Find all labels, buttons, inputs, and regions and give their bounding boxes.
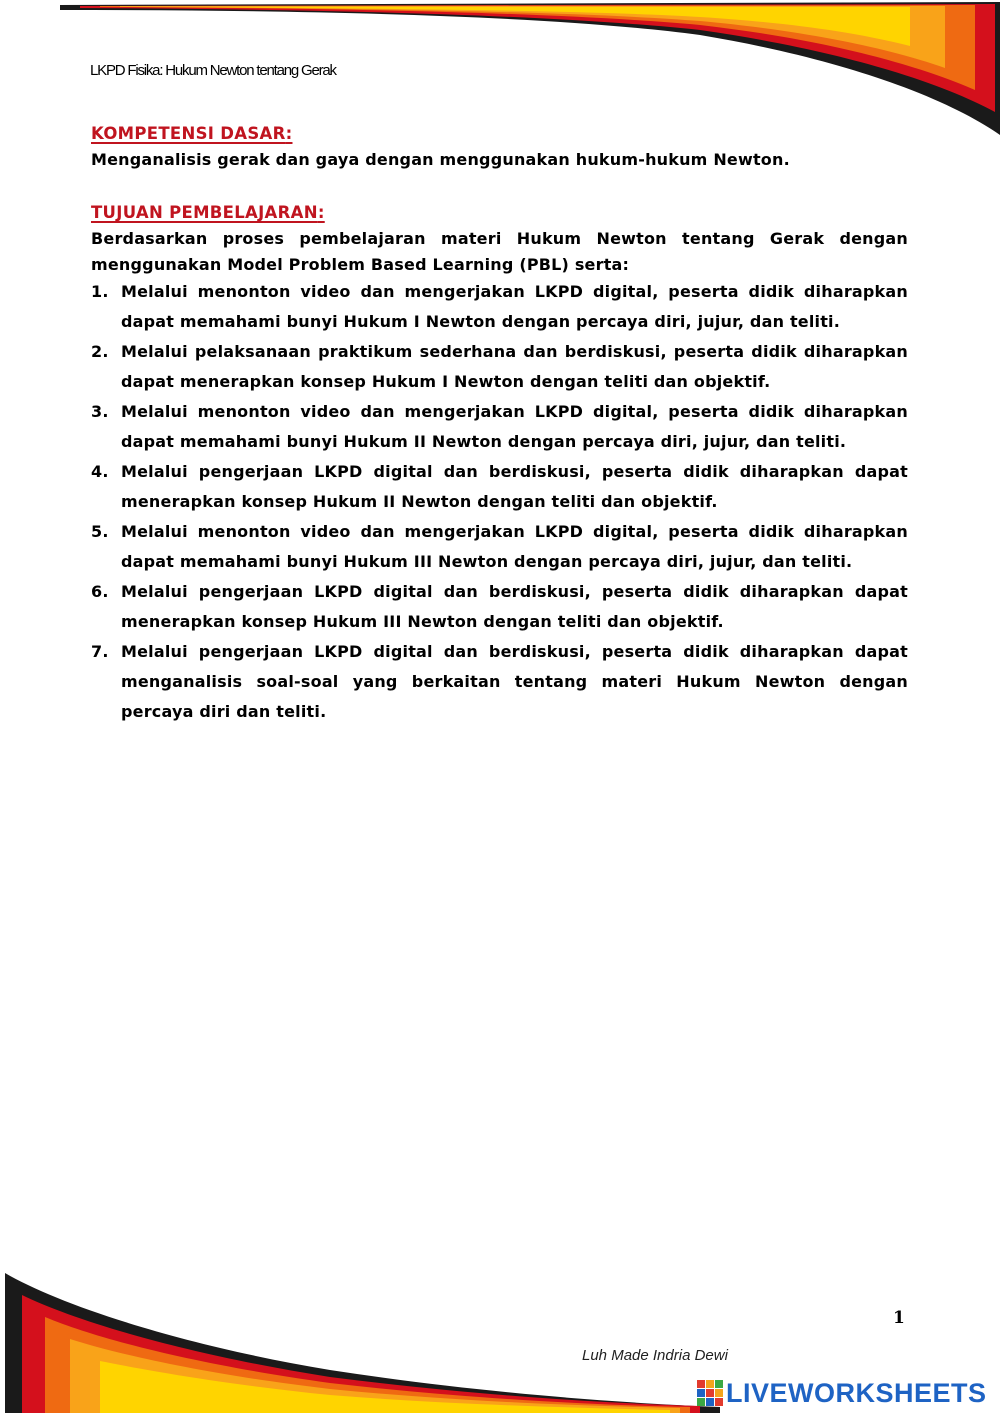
liveworksheets-logo-icon (697, 1380, 723, 1406)
objective-number: 1. (91, 282, 109, 301)
kompetensi-dasar-title: KOMPETENSI DASAR (91, 124, 286, 143)
tujuan-pembelajaran-colon: : (317, 203, 325, 222)
objectives-list (91, 277, 908, 727)
author-name: Luh Made Indria Dewi (582, 1347, 728, 1364)
tujuan-pembelajaran-title: TUJUAN PEMBELAJARAN (91, 203, 318, 222)
objective-item (91, 457, 908, 517)
tujuan-intro-text: Berdasarkan proses pembelajaran materi Hukum Newton tentang Gerak dengan menggunakan Model Problem Based Learning (PBL) serta: (91, 229, 908, 274)
objective-number: 5. (91, 522, 109, 541)
objective-text: Melalui pelaksanaan praktikum sederhana dan berdiskusi, peserta didik diharapkan dapat menerapkan konsep Hukum I Newton dengan teliti dan objektif. (121, 342, 908, 391)
objective-item (91, 577, 908, 637)
kompetensi-dasar-text: Menganalisis gerak dan gaya dengan menggunakan hukum-hukum Newton. (91, 150, 790, 169)
objective-item (91, 637, 908, 727)
page-number: 1 (893, 1308, 905, 1328)
document-header: LKPD Fisika: Hukum Newton tentang Gerak (90, 62, 336, 79)
objective-text: Melalui menonton video dan mengerjakan LKPD digital, peserta didik diharapkan dapat memahami bunyi Hukum II Newton dengan percaya diri, jujur, dan teliti. (121, 402, 908, 451)
objective-number: 3. (91, 402, 109, 421)
objective-item (91, 337, 908, 397)
liveworksheets-wordmark: LIVEWORKSHEETS (726, 1377, 987, 1408)
objective-text: Melalui pengerjaan LKPD digital dan berdiskusi, peserta didik diharapkan dapat menerapkan konsep Hukum III Newton dengan teliti dan objektif. (121, 582, 908, 631)
objective-item (91, 277, 908, 337)
objective-number: 6. (91, 582, 109, 601)
objective-number: 2. (91, 342, 109, 361)
objective-number: 4. (91, 462, 109, 481)
tujuan-pembelajaran-heading (91, 203, 325, 222)
objective-item (91, 397, 908, 457)
kompetensi-dasar-heading (91, 124, 293, 143)
objective-text: Melalui pengerjaan LKPD digital dan berdiskusi, peserta didik diharapkan dapat menerapkan konsep Hukum II Newton dengan teliti dan objektif. (121, 462, 908, 511)
objective-text: Melalui pengerjaan LKPD digital dan berdiskusi, peserta didik diharapkan dapat menganalisis soal-soal yang berkaitan tentang materi Hukum Newton dengan percaya diri dan teliti. (121, 642, 908, 721)
objective-text: Melalui menonton video dan mengerjakan LKPD digital, peserta didik diharapkan dapat memahami bunyi Hukum I Newton dengan percaya diri, jujur, dan teliti. (121, 282, 908, 331)
objective-item (91, 517, 908, 577)
liveworksheets-brand[interactable] (697, 1376, 987, 1410)
objective-number: 7. (91, 642, 109, 661)
kompetensi-dasar-colon: : (285, 124, 293, 143)
objective-text: Melalui menonton video dan mengerjakan LKPD digital, peserta didik diharapkan dapat memahami bunyi Hukum III Newton dengan percaya diri, jujur, dan teliti. (121, 522, 908, 571)
